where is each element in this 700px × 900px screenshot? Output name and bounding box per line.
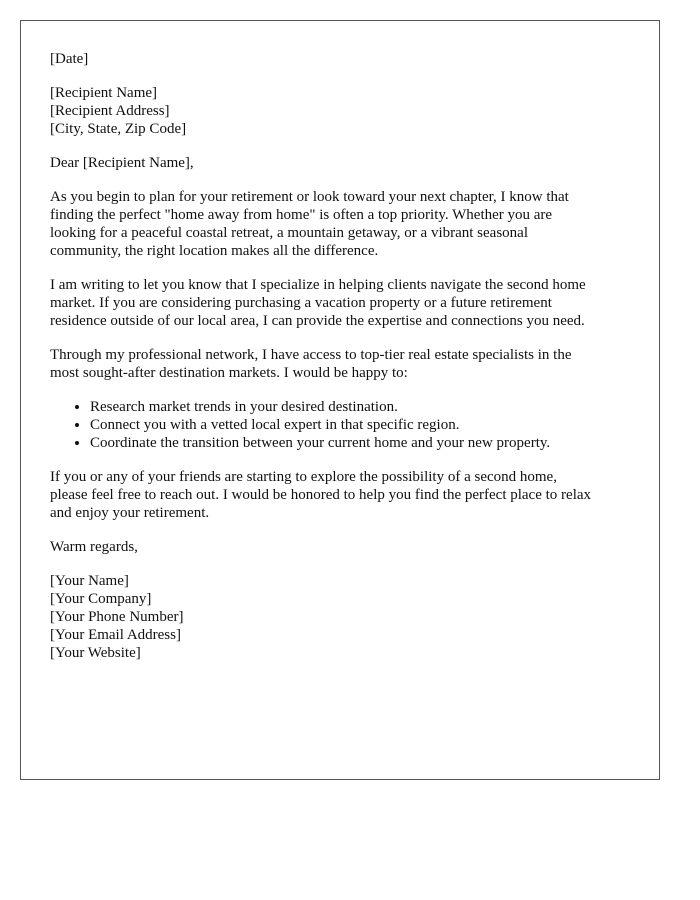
spacer: [50, 138, 634, 154]
paragraph-line: I am writing to let you know that I specialize in helping clients navigate the second home: [50, 277, 586, 293]
spacer: [50, 382, 634, 398]
signature-name: [Your Name]: [50, 573, 129, 589]
paragraph-intro: [50, 188, 634, 260]
paragraph-line: Through my professional network, I have access to top-tier real estate specialists in the: [50, 347, 572, 363]
spacer: [50, 452, 634, 468]
paragraph-closing: [50, 468, 634, 522]
list-item: • Connect you with a vetted local expert in that specific region.: [90, 416, 634, 434]
recipient-block: [50, 84, 634, 138]
letter-frame: [20, 20, 660, 780]
spacer: [50, 260, 634, 276]
paragraph-line: finding the perfect "home away from home" is often a top priority. Whether you are: [50, 207, 553, 223]
letter-body: [50, 50, 634, 662]
paragraph-line: most sought-after destination markets. I would be happy to:: [50, 365, 408, 381]
paragraph-line: looking for a peaceful coastal retreat, a mountain getaway, or a vibrant seasonal: [50, 225, 528, 241]
signature-phone: [Your Phone Number]: [50, 609, 184, 625]
signature-email: [Your Email Address]: [50, 627, 181, 643]
services-list: [50, 398, 634, 452]
paragraph-network: [50, 346, 634, 382]
paragraph-line: residence outside of our local area, I can provide the expertise and connections you need.: [50, 313, 585, 329]
spacer: [50, 172, 634, 188]
spacer: [50, 556, 634, 572]
recipient-address: [Recipient Address]: [50, 103, 170, 119]
paragraph-line: If you or any of your friends are starting to explore the possibility of a second home,: [50, 469, 557, 485]
spacer: [50, 522, 634, 538]
date-line: [Date]: [50, 51, 89, 67]
recipient-city-state-zip: [City, State, Zip Code]: [50, 121, 187, 137]
signature-company: [Your Company]: [50, 591, 152, 607]
salutation: Dear [Recipient Name],: [50, 155, 194, 171]
spacer: [50, 330, 634, 346]
paragraph-line: please feel free to reach out. I would be honored to help you find the perfect place to relax: [50, 487, 592, 503]
paragraph-line: and enjoy your retirement.: [50, 505, 210, 521]
paragraph-line: market. If you are considering purchasing a vacation property or a future retirement: [50, 295, 552, 311]
signoff: Warm regards,: [50, 539, 138, 555]
paragraph-line: community, the right location makes all the difference.: [50, 243, 379, 259]
paragraph-line: As you begin to plan for your retirement or look toward your next chapter, I know that: [50, 189, 569, 205]
spacer: [50, 68, 634, 84]
signature-website: [Your Website]: [50, 645, 141, 661]
list-item: • Coordinate the transition between your current home and your new property.: [90, 434, 634, 452]
list-item: • Research market trends in your desired destination.: [90, 398, 634, 416]
recipient-name: [Recipient Name]: [50, 85, 158, 101]
signature-block: [50, 572, 634, 662]
paragraph-specialty: [50, 276, 634, 330]
